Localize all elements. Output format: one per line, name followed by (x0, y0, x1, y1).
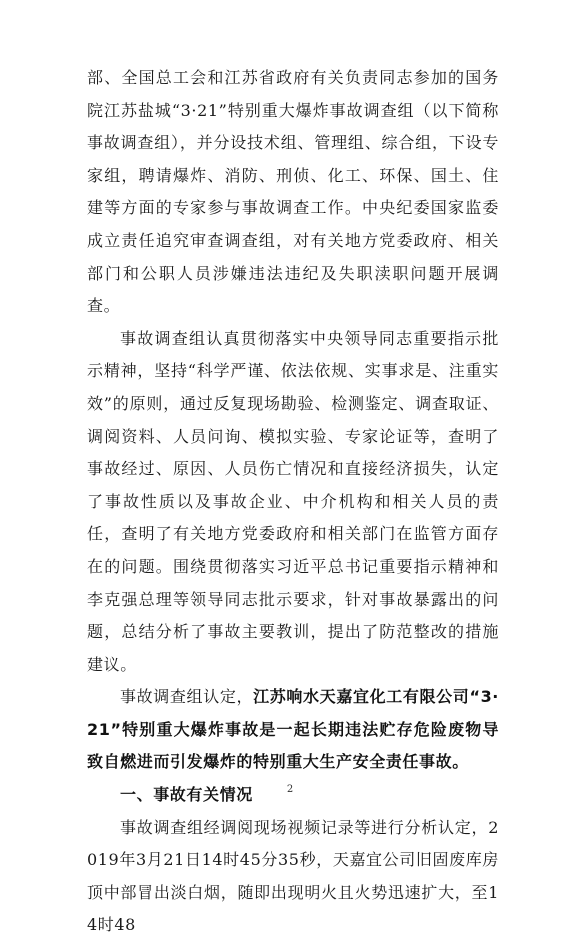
paragraph-investigation-team (87, 62, 499, 323)
paragraph-accident-conclusion (87, 681, 499, 779)
conclusion-lead: 事故调查组认定， (120, 687, 254, 707)
text-line: 违法违纪及失职渎职问题开展调查。 (87, 263, 499, 316)
text-line: 事故调查组经调阅现场视频记录等进行分析认定，2019 (87, 817, 499, 870)
text-line: 苏盐城“3·21”特别重大爆炸事故调查组（以下简称事故 (87, 100, 499, 153)
text-line: 查调查组，对有关地方党委政府、相关部门和公职人员涉嫌 (87, 230, 500, 283)
paragraph-investigation-work (87, 323, 499, 682)
text-line: 原因、人员伤亡情况和直接经济损失，认定了事故性质以及 (87, 459, 499, 511)
text-line: 调查组），并分设技术组、管理组、综合组，下设专家组， (87, 133, 499, 185)
text-line: 事故调查组认真贯彻落实中央领导同志重要指示批示 (87, 328, 499, 381)
text-line: “3·21”特别重大爆炸事故是一起长期违法贮存危险废物 (87, 687, 499, 739)
text-line: 的原则，通过反复现场勘验、检测鉴定、调查取证、调阅资 (87, 393, 499, 446)
text-line: 部、全国总工会和江苏省政府有关负责同志参加的国务院江 (87, 68, 499, 120)
text-line: 提出了防范整改的措施建议。 (87, 622, 499, 674)
text-line: 江苏响水天嘉宜化工有限公司 (253, 687, 470, 707)
text-line: 专家参与事故调查工作。中央纪委国家监委成立责任追究审 (87, 198, 499, 250)
text-line: 料、人员问询、模拟实验、专家论证等，查明了事故经过、 (87, 426, 499, 479)
text-line: 部冒出淡白烟，随即出现明火且火势迅速扩大，至14时48 (87, 882, 499, 935)
text-line: 导致自燃进而引发爆炸的特别重大生产安全责任事故。 (87, 719, 499, 772)
text-line: 事故企业、中介机构和相关人员的责任，查明了有关地方党 (87, 491, 499, 544)
text-line: 委政府和相关部门在监管方面存在的问题。围绕贯彻落 (87, 524, 499, 576)
section-heading: 一、事故有关情况 (120, 785, 253, 805)
page-number: 2 (286, 784, 294, 795)
paragraph-accident-details (87, 812, 499, 942)
text-line: 实习近平总书记重要指示精神和李克强总理等领导同志批 (87, 556, 499, 609)
text-line: 年3月21日14时45分35秒，天嘉宜公司旧固废库房顶中 (87, 850, 499, 902)
text-line: 聘请爆炸、消防、刑侦、化工、环保、国土、住建等方面的 (87, 165, 499, 218)
text-line: 精神，坚持“科学严谨、依法依规、实事求是、注重实效” (87, 361, 499, 413)
document-body (87, 62, 499, 942)
text-line: 示要求，针对事故暴露出的问题，总结分析了事故主要教训， (87, 589, 499, 642)
